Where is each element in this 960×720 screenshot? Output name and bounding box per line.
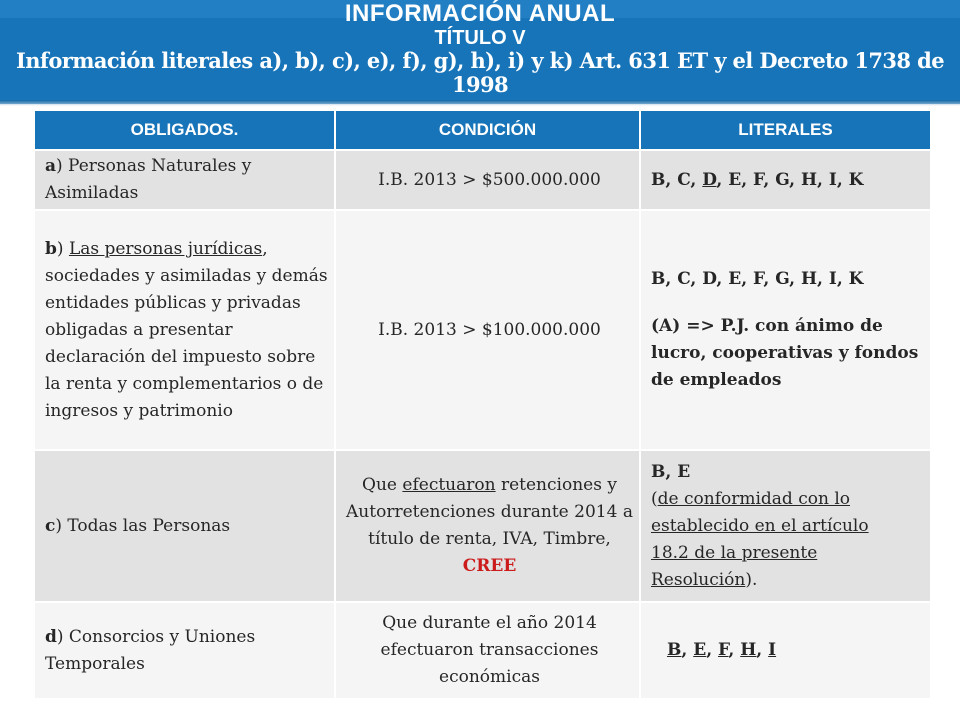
row-letter: d: [45, 626, 57, 647]
literales-text: B, C, D, E, F, G, H, I, K: [651, 269, 864, 289]
paren: (: [651, 488, 658, 509]
table-row: [35, 602, 930, 698]
separator: ,: [706, 640, 719, 660]
condicion-cell: I.B. 2013 > $500.000.000: [335, 150, 640, 210]
literales-text: B, E: [651, 461, 691, 482]
header-condicion: CONDICIÓN: [335, 111, 640, 150]
obligados-text: ) Todas las Personas: [55, 515, 231, 536]
title-banner: [0, 0, 960, 104]
separator: ,: [728, 640, 741, 660]
separator: ,: [681, 640, 694, 660]
literales-cell: [640, 450, 930, 602]
literales-text: B, C,: [651, 169, 703, 190]
literal-item: I: [768, 640, 777, 660]
obligados-cell: [35, 602, 335, 698]
obligados-cell: [35, 210, 335, 450]
table-header-row: [35, 111, 930, 150]
obligados-underlined: Las personas jurídicas: [68, 238, 263, 259]
header-literales: LITERALES: [640, 111, 930, 150]
banner-shadow: [0, 100, 960, 106]
condicion-text: Que: [362, 475, 403, 495]
row-letter: b: [45, 238, 57, 259]
condicion-underlined: efectuaron: [402, 475, 496, 495]
obligados-cell: [35, 150, 335, 210]
obligados-cell: [35, 450, 335, 602]
separator: ,: [756, 640, 769, 660]
page-subtitle: TÍTULO V: [434, 27, 526, 49]
literales-reference: establecido en el artículo: [651, 515, 869, 536]
page-title: INFORMACIÓN ANUAL: [344, 0, 616, 27]
condicion-cell: Que durante el año 2014 efectuaron transacciones económicas: [335, 602, 640, 698]
row-letter: a: [45, 156, 57, 176]
paren: ).: [745, 569, 758, 590]
table-row: [35, 450, 930, 602]
table-row: [35, 210, 930, 450]
header-obligados: OBLIGADOS.: [35, 111, 335, 150]
literales-cell: [640, 150, 930, 210]
obligados-text: , sociedades y asimiladas y demás entidades públicas y privadas obligadas a presentar declaración del impuesto sobre la renta y complementarios o de ingresos y patrimonio: [45, 238, 328, 421]
literales-note: (A) => P.J. con ánimo de lucro, cooperativas y fondos de empleados: [651, 316, 919, 390]
literales-reference: Resolución: [651, 569, 746, 590]
literales-reference: 18.2 de la presente: [651, 542, 818, 563]
cree-highlight: CREE: [462, 556, 517, 576]
condicion-cell: [335, 450, 640, 602]
literales-reference: de conformidad con lo: [657, 488, 850, 509]
condicion-text: retenciones y Autorretenciones durante 2014 a título de renta, IVA, Timbre,: [346, 475, 633, 549]
table-row: [35, 150, 930, 210]
literales-underlined: D: [702, 169, 717, 190]
condicion-cell: I.B. 2013 > $100.000.000: [335, 210, 640, 450]
literal-item: E: [693, 640, 707, 660]
literales-text: , E, F, G, H, I, K: [716, 169, 864, 190]
literales-cell: [640, 210, 930, 450]
row-letter: c: [45, 515, 56, 536]
page-description: Información literales a), b), c), e), f), g), h), i) y k) Art. 631 ET y el Decreto 1738 de 1998: [16, 48, 944, 97]
obligados-table: [35, 111, 930, 698]
literal-item: B: [667, 640, 682, 660]
obligados-text: ) Personas Naturales y Asimiladas: [45, 156, 252, 203]
literales-cell: [640, 602, 930, 698]
obligados-text: ) Consorcios y Uniones Temporales: [45, 626, 256, 674]
literal-item: H: [740, 640, 757, 660]
obligados-text: ): [56, 238, 69, 259]
literal-item: F: [718, 640, 729, 660]
